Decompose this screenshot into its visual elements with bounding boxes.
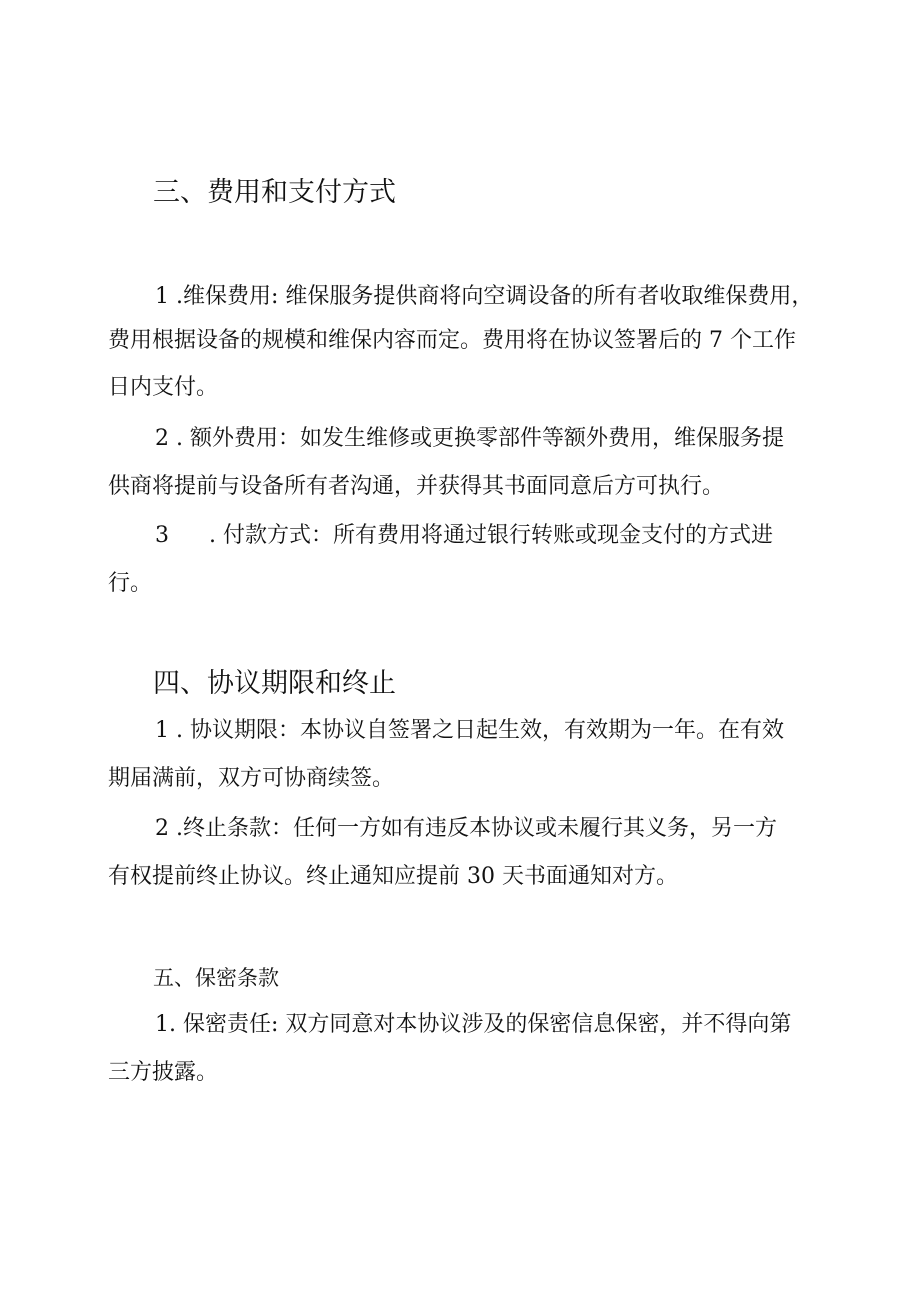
section-4-item-1-line-1: 1 . 协议期限：本协议自签署之日起生效，有效期为一年。在有效 [155,718,784,743]
section-4-item-1-line-2: 期届满前，双方可协商续签。 [108,766,395,791]
section-4-item-2-line-1: 2 .终止条款：任何一方如有违反本协议或未履行其义务，另一方 [155,816,777,841]
section-3-item-1-line-1: 1 .维保费用: 维保服务提供商将向空调设备的所有者收取维保费用， [155,284,814,309]
section-5-heading: 五、保密条款 [153,966,279,990]
section-4-heading: 四、协议期限和终止 [153,668,396,699]
section-3-item-2-line-1: 2 . 额外费用：如发生维修或更换零部件等额外费用，维保服务提 [155,426,784,451]
section-3-item-3-number: 3 [155,523,169,548]
section-3-item-3-text: . 付款方式：所有费用将通过银行转账或现金支付的方式进 [209,523,773,548]
section-3-item-3-line-2: 行。 [108,571,153,596]
section-3-item-3-line-1 [155,521,773,551]
section-3-item-2-line-2: 供商将提前与设备所有者沟通，并获得其书面同意后方可执行。 [108,474,725,499]
section-3-item-1-line-2: 费用根据设备的规模和维保内容而定。费用将在协议签署后的 7 个工作 [108,328,796,353]
section-4-item-2-line-2: 有权提前终止协议。终止通知应提前 30 天书面通知对方。 [108,864,678,889]
section-3-item-1-line-3: 日内支付。 [108,375,219,400]
section-3-heading: 三、费用和支付方式 [153,177,396,208]
section-5-item-1-line-2: 三方披露。 [108,1060,219,1085]
section-5-item-1-line-1: 1. 保密责任: 双方同意对本协议涉及的保密信息保密，并不得向第 [155,1012,792,1037]
